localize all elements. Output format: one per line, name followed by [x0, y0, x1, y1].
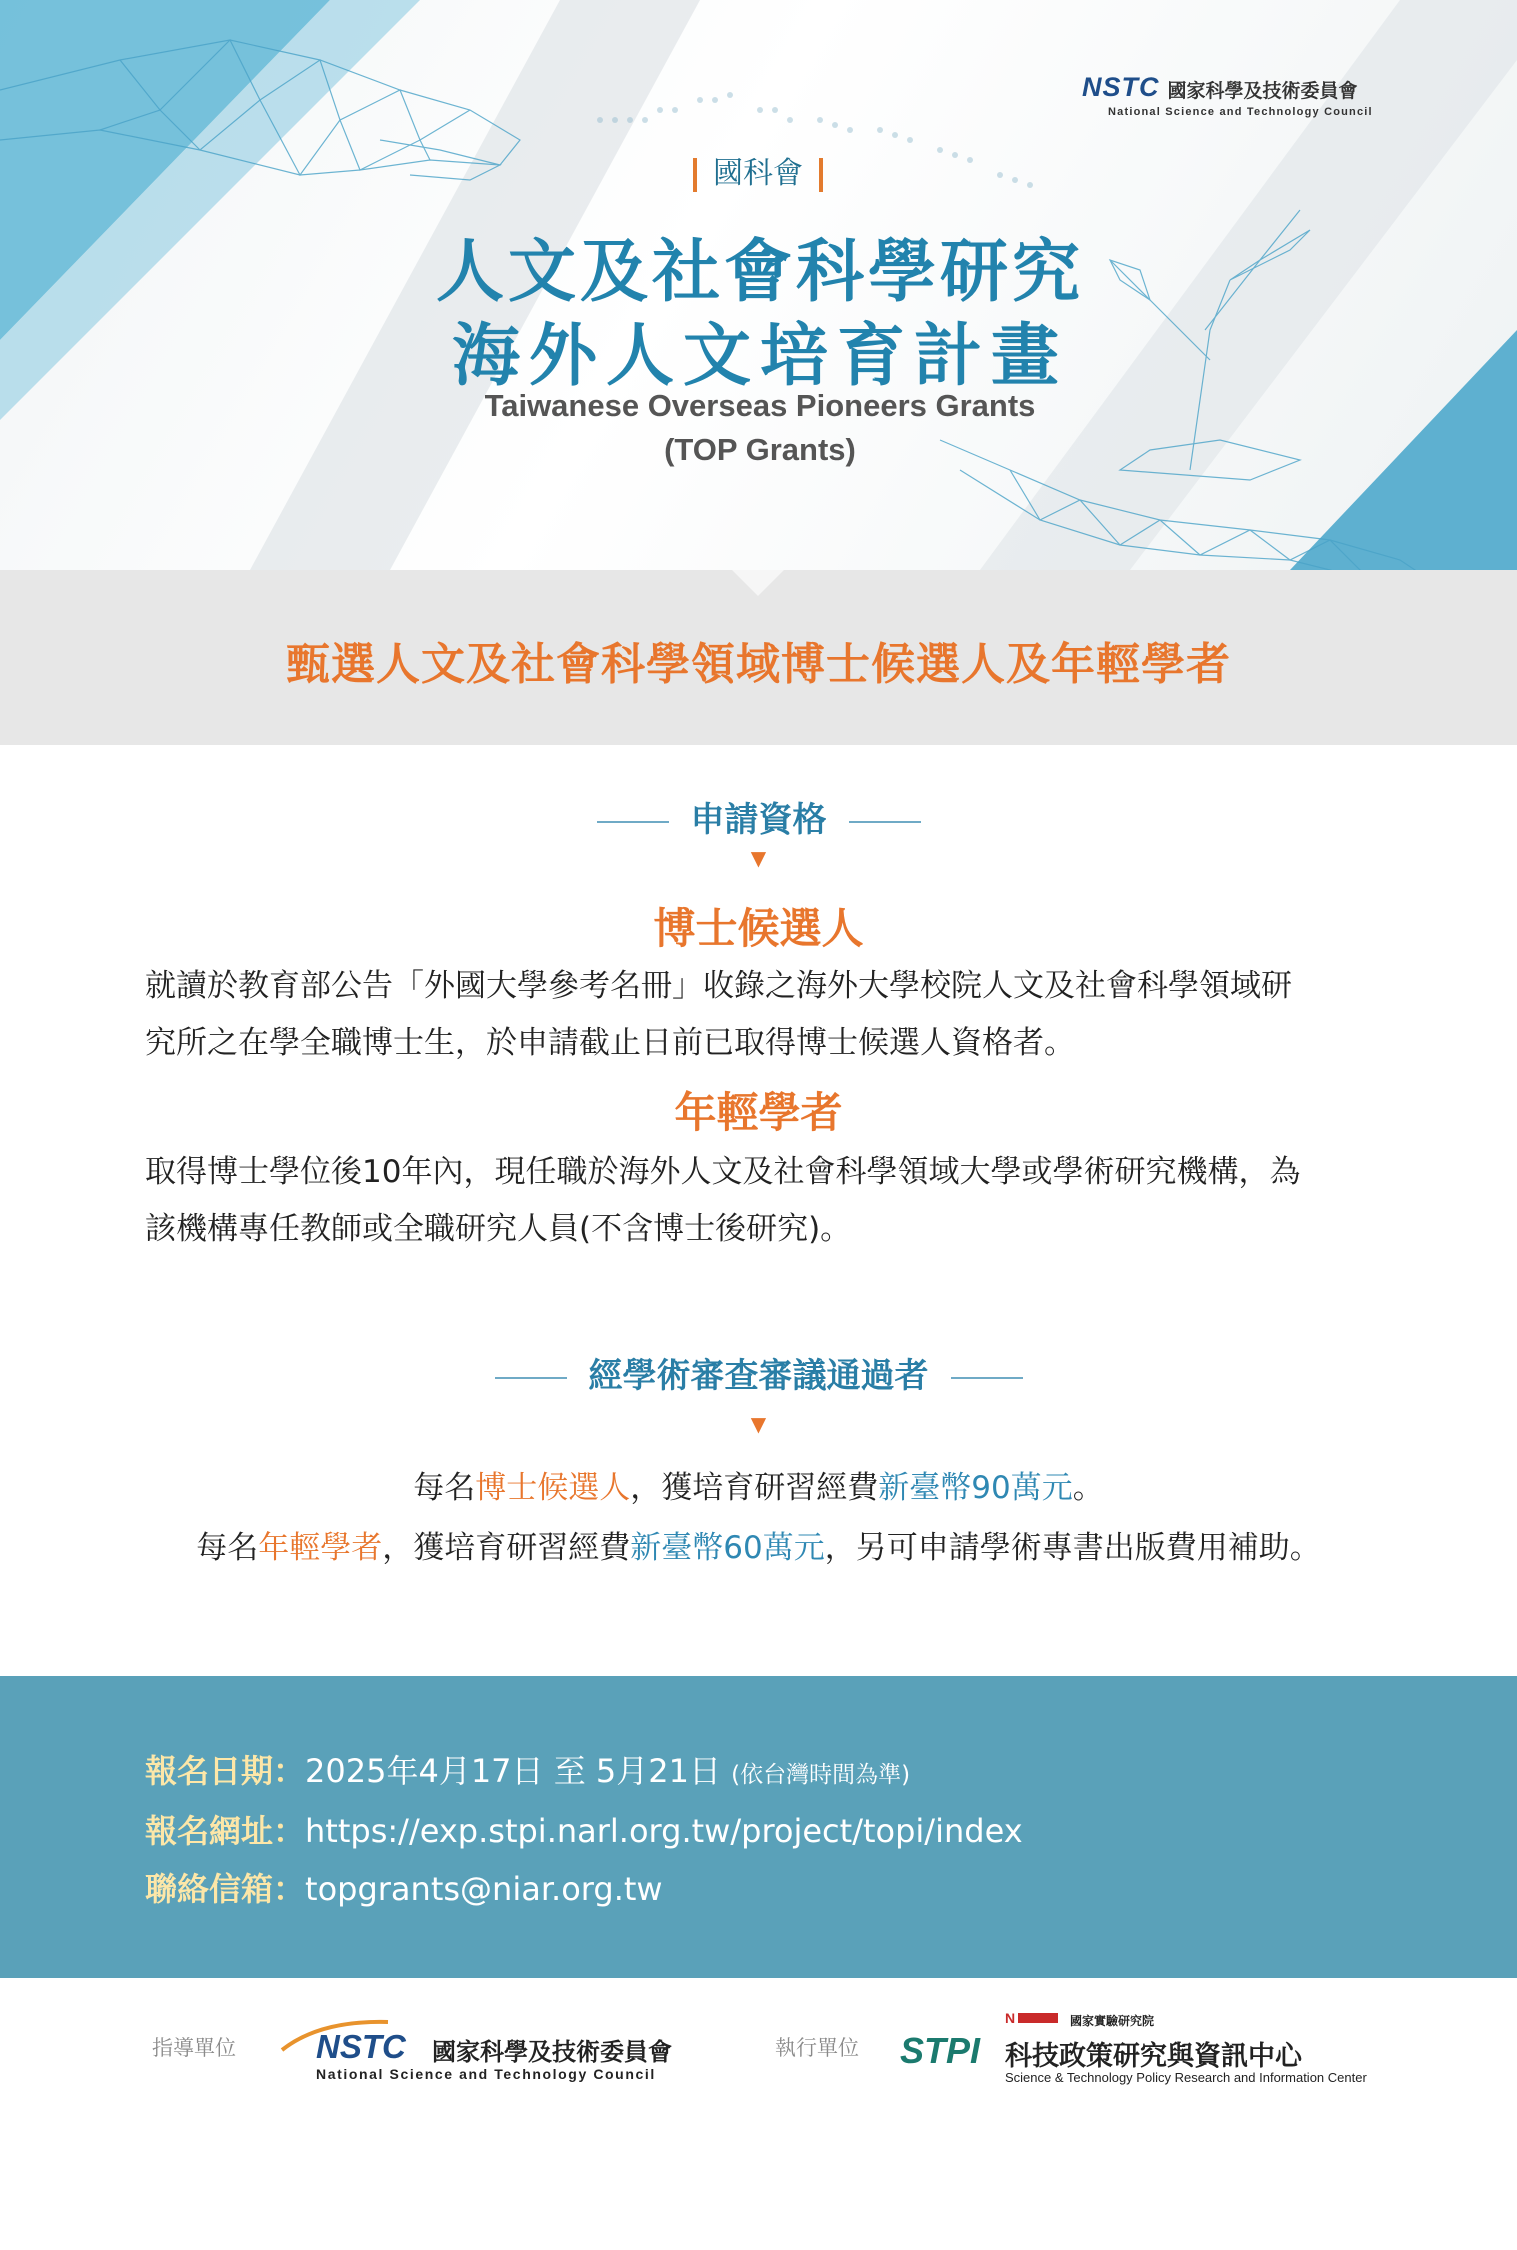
- footer-nstc-mark: NSTC: [316, 2028, 406, 2065]
- award-suffix: 。: [1072, 1470, 1104, 1506]
- nstc-logo-top: [1082, 72, 1373, 118]
- date-label: 報名日期：: [145, 1752, 306, 1790]
- heading-rule-left: [597, 821, 669, 823]
- tag-bar-left: [693, 158, 697, 192]
- award-prefix: 每名: [413, 1470, 476, 1506]
- desc-line: 究所之在學全職博士生，於申請截止日前已取得博士候選人資格者。: [145, 1025, 1075, 1061]
- caret-down-icon: ▼: [750, 846, 767, 870]
- main-title-line2: 海外人文培育計畫: [451, 317, 1068, 396]
- awards-heading: [0, 1348, 1517, 1397]
- award-mid: ，獲培育研習經費: [630, 1470, 879, 1506]
- nstc-name-zh: 國家科學及技術委員會: [1167, 80, 1358, 102]
- caret-down-icon: ▼: [750, 1412, 767, 1436]
- english-title-line1: Taiwanese Overseas Pioneers Grants: [484, 388, 1036, 423]
- award-amount: 新臺幣60萬元: [630, 1530, 825, 1566]
- narl-name: 國家實驗研究院: [1070, 2014, 1155, 2028]
- category-title-phd: 博士候選人: [653, 904, 864, 953]
- nstc-logo-footer: [280, 2014, 700, 2084]
- info-url-row: [145, 1806, 1023, 1852]
- award-who: 年輕學者: [258, 1530, 383, 1566]
- stpi-name-zh: 科技政策研究與資訊中心: [1005, 2041, 1302, 2072]
- english-title-line2: (TOP Grants): [664, 432, 856, 467]
- award-amount: 新臺幣90萬元: [878, 1470, 1073, 1506]
- subtitle: 甄選人文及社會科學領域博士候選人及年輕學者: [286, 639, 1231, 690]
- footer-nstc-en: National Science and Technology Council: [316, 2066, 656, 2082]
- date-note: (依台灣時間為準): [731, 1762, 911, 1788]
- info-date-row: [145, 1746, 910, 1792]
- eligibility-heading-text: 申請資格: [690, 800, 827, 840]
- org-tag: [668, 148, 848, 192]
- heading-rule-right: [951, 1377, 1023, 1379]
- desc-line: 取得博士學位後10年內，現任職於海外人文及社會科學領域大學或學術研究機構，為: [145, 1154, 1301, 1190]
- award-suffix: ，另可申請學術專書出版費用補助。: [824, 1530, 1321, 1566]
- email-label: 聯絡信箱：: [145, 1870, 306, 1908]
- category-title-young: 年輕學者: [674, 1088, 843, 1137]
- desc-line: 該機構專任教師或全職研究人員(不含博士後研究)。: [145, 1211, 852, 1247]
- contact-email-link[interactable]: topgrants@niar.org.tw: [305, 1870, 663, 1908]
- award-line-young: [0, 1522, 1517, 1567]
- org-tag-label: 國科會: [713, 156, 803, 191]
- category-desc-phd: [145, 958, 1375, 1072]
- exec-unit-label: 執行單位: [775, 2036, 859, 2060]
- heading-rule-left: [495, 1377, 567, 1379]
- stpi-name-en: Science & Technology Policy Research and Information Center: [1005, 2070, 1367, 2085]
- hero-banner: [0, 0, 1517, 570]
- stpi-mark: STPI: [900, 2030, 981, 2071]
- award-mid: ，獲培育研習經費: [382, 1530, 631, 1566]
- award-prefix: 每名: [196, 1530, 259, 1566]
- guide-unit-label: 指導單位: [152, 2036, 236, 2060]
- eligibility-heading: [0, 792, 1517, 841]
- narl-logo-icon: [1005, 2010, 1061, 2026]
- tag-bar-right: [819, 158, 823, 192]
- nstc-mark: NSTC: [1082, 72, 1160, 102]
- application-info-band: [0, 1676, 1517, 1978]
- date-value: 2025年4月17日 至 5月21日: [305, 1752, 721, 1790]
- category-desc-young: [145, 1144, 1375, 1258]
- registration-url-link[interactable]: https://exp.stpi.narl.org.tw/project/topi/index: [305, 1812, 1023, 1850]
- award-who: 博士候選人: [475, 1470, 631, 1506]
- url-label: 報名網址：: [145, 1812, 306, 1850]
- main-title-line1: 人文及社會科學研究: [435, 233, 1084, 312]
- notch-pointer: [732, 570, 784, 596]
- footer-nstc-zh: 國家科學及技術委員會: [432, 2038, 672, 2066]
- info-email-row: [145, 1864, 663, 1910]
- award-line-phd: [0, 1462, 1517, 1507]
- awards-heading-text: 經學術審查審議通過者: [588, 1356, 929, 1396]
- heading-rule-right: [849, 821, 921, 823]
- desc-line: 就讀於教育部公告「外國大學參考名冊」收錄之海外大學校院人文及社會科學領域研: [145, 968, 1292, 1004]
- nstc-name-en: National Science and Technology Council: [1108, 106, 1373, 118]
- svg-text:N: N: [1005, 2010, 1016, 2026]
